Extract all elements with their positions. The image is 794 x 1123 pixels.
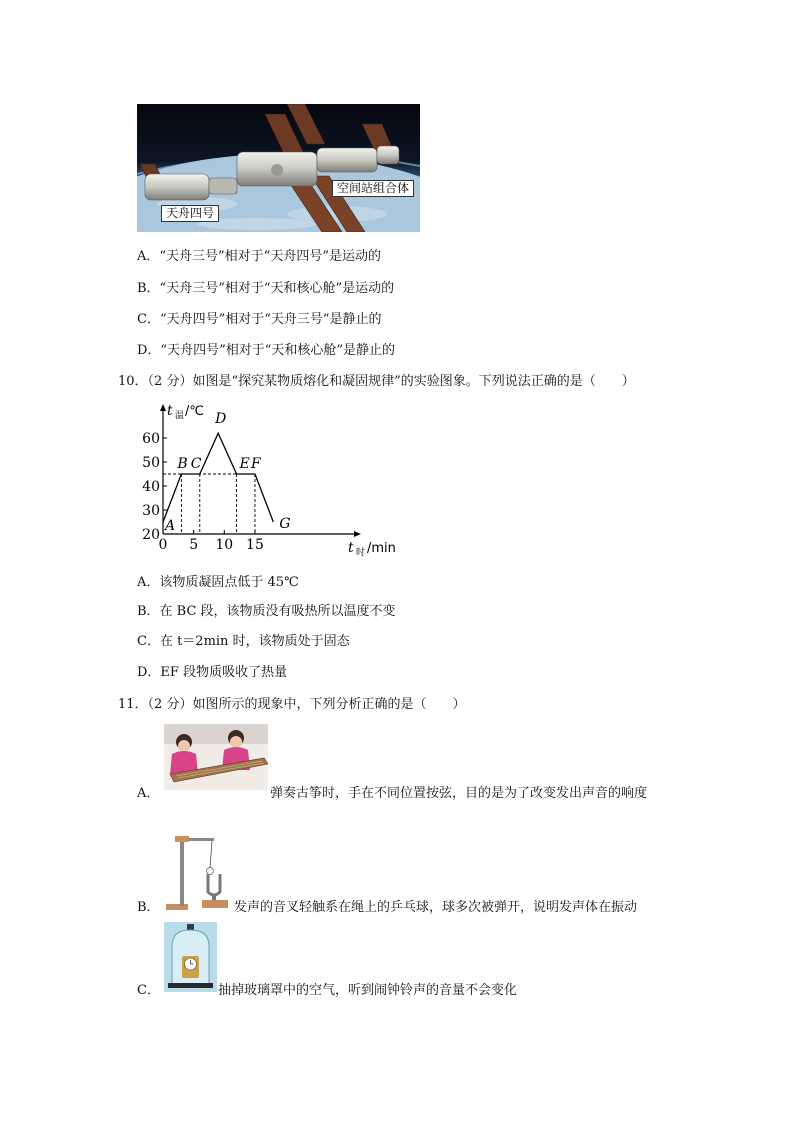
q10-option-c: C．在 t＝2min 时，该物质处于固态 — [137, 634, 350, 649]
q11-option-b-letter: B． — [137, 900, 160, 915]
q11-option-c-text: 抽掉玻璃罩中的空气，听到闹钟铃声的音量不会变化 — [218, 983, 518, 998]
melting-graph — [136, 400, 406, 560]
q9-option-a: A．“天舟三号”相对于“天舟四号”是运动的 — [137, 249, 381, 264]
point-label-g: G — [279, 516, 291, 532]
q10-option-b: B．在 BC 段，该物质没有吸热所以温度不变 — [137, 604, 396, 619]
q10-option-d: D．EF 段物质吸收了热量 — [137, 665, 288, 680]
q9-option-b: B．“天舟三号”相对于“天和核心舱”是运动的 — [137, 281, 395, 296]
q9-option-c: C．“天舟四号”相对于“天舟三号”是静止的 — [137, 312, 382, 327]
temperature-curve — [163, 433, 273, 522]
point-label-d: D — [215, 411, 227, 428]
guzheng-illustration — [164, 724, 268, 790]
q11-option-b-text: 发声的音叉轻触系在绳上的乒乓球，球多次被弹开，说明发声体在振动 — [234, 900, 638, 915]
x-axis-label-main: t — [348, 540, 354, 556]
point-label-b: B — [177, 456, 188, 472]
point-label-f: F — [250, 456, 261, 472]
point-label-e: E — [239, 456, 250, 472]
x-axis-label-sub: 时 — [356, 548, 366, 558]
point-label-a: A — [165, 518, 176, 534]
guzheng-image — [164, 724, 268, 790]
y-axis-label-main: t — [167, 403, 173, 419]
bell-jar-illustration — [164, 922, 217, 992]
x-tick-label: 10 — [215, 537, 234, 553]
q10-stem: 10．（2 分）如图是“探究某物质熔化和凝固规律”的实验图象。下列说法正确的是（ ） — [118, 374, 635, 389]
y-tick-label: 30 — [142, 503, 160, 519]
q11-option-a-text: 弹奏古筝时，手在不同位置按弦，目的是为了改变发出声音的响度 — [270, 786, 648, 801]
q9-option-d: D．“天舟四号”相对于“天和核心舱”是静止的 — [137, 343, 396, 358]
tuning-fork-illustration — [162, 830, 234, 912]
x-tick-label: 15 — [246, 537, 264, 553]
y-tick-label: 60 — [142, 431, 160, 447]
tuning-fork-image — [162, 830, 234, 912]
point-label-c: C — [190, 456, 202, 472]
x-axis-label-unit: /min — [367, 541, 396, 556]
q11-option-c-letter: C． — [137, 983, 160, 998]
y-axis-label-sub: 温 — [175, 411, 185, 421]
y-axis-arrow — [160, 404, 166, 411]
x-tick-label: 5 — [189, 537, 199, 553]
bell-jar-image — [164, 922, 217, 992]
q10-option-a: A．该物质凝固点低于 45℃ — [137, 575, 299, 590]
y-tick-label: 20 — [142, 527, 160, 543]
y-tick-label: 40 — [142, 479, 160, 495]
x-tick-label: 0 — [158, 537, 168, 553]
q11-option-a-letter: A． — [137, 786, 160, 801]
ship-label: 天舟四号 — [161, 205, 219, 222]
x-axis-arrow — [354, 531, 361, 537]
y-tick-label: 50 — [142, 455, 160, 471]
space-station-image — [137, 104, 420, 232]
station-label: 空间站组合体 — [332, 180, 414, 197]
y-axis-label-unit: /℃ — [185, 404, 204, 419]
q11-stem: 11．（2 分）如图所示的现象中，下列分析正确的是（ ） — [118, 697, 466, 712]
melting-graph-svg — [136, 400, 406, 560]
